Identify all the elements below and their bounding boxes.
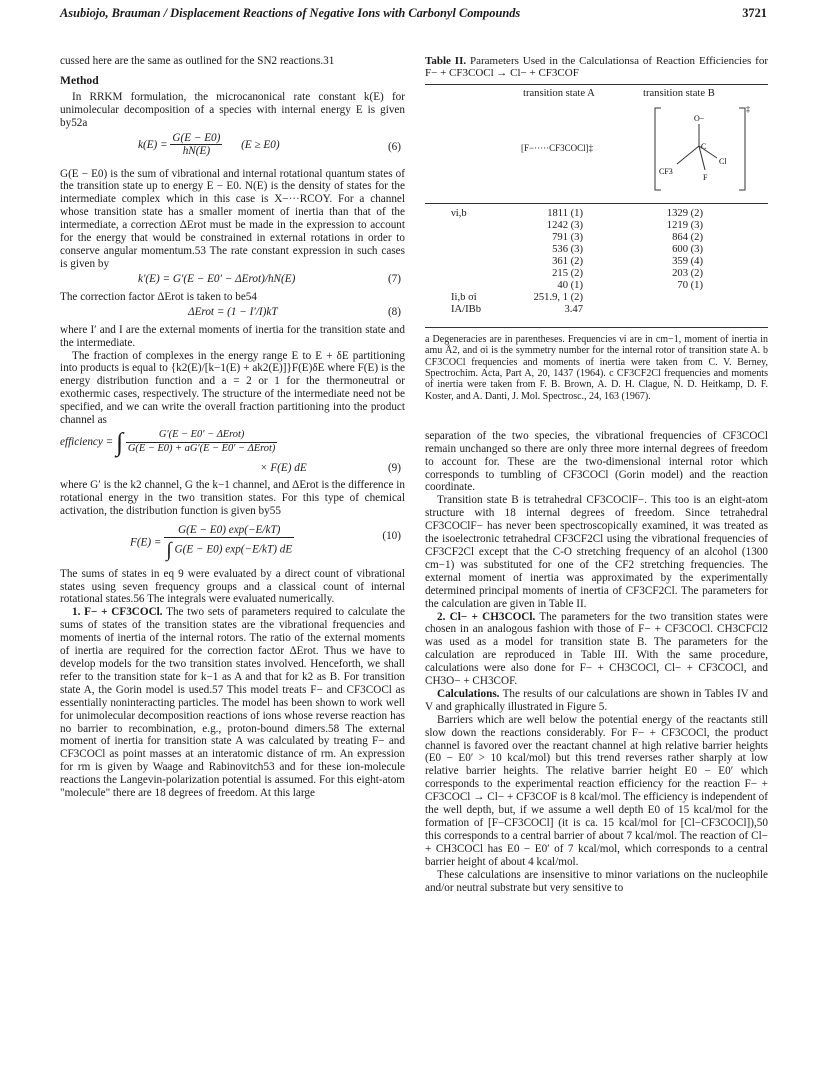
equation-7 [60, 273, 405, 289]
right-paragraph-1: separation of the two species, the vibrational frequencies of CF3COCl remain unchanged so there are only three more internal degrees of freedom to account for. These are the two-dimensional internal rotor which corresponds to tumbling of CF3COCl (Gorin model) and the reaction coordinate. [425, 429, 768, 494]
intro-paragraph: cussed here are the same as outlined for the SN2 reactions.31 [60, 55, 335, 67]
subsection-1-text: The two sets of parameters required to calculate the sums of states of the transition states are the vibrational frequencies and moments of inertia of the internal rotors. The ratio of the external moments of inertia are required for the correction factor ΔErot. Thus we have to develop models for the two transition states involved. Henceforth, we shall refer to the transition state for k−1 as A and that for k2 as B. For transition state A, the Gorin model is used.57 This model treats F− and CF3COCl as essentially noninteracting particles. The model has been shown to work well for unimolecular decomposition reactions of ions whose reverse reaction has no barrier to recombination, e.g., proton-bound dimers.58 The external moment of inertia for transition state A was calculated by treating F− and CF3COCl as point masses at an interatomic distance of rm. An expression for rm is given by Waage and Rabinovitch53 and for these ion-molecule reactions the Langevin-polarization potential is assumed. For this eight-atom "molecule" there are 18 degrees of freedom. At this large [60, 606, 406, 800]
eq10-denominator-wrap [164, 538, 294, 562]
eq6-denominator: hN(E) [182, 145, 211, 158]
eq6-tag: (6) [387, 140, 401, 153]
column-header-b: transition state B [643, 87, 715, 99]
table-cell-b: 203 (2) [672, 267, 703, 279]
equation-8 [60, 306, 405, 322]
table-cell-a: 536 (3) [552, 243, 583, 255]
method-paragraph-7: The sums of states in eq 9 were evaluated by a direct count of vibrational states using seven frequency groups and a classical count of internal rotational states.56 The integrals were evaluated numerically. [60, 567, 405, 606]
right-paragraph-3 [425, 611, 768, 688]
calculations-text: The results of our calculations are shown in Tables IV and V and graphically illustrated in Figure 5. [425, 687, 768, 713]
table-cell-b: 600 (3) [672, 243, 703, 255]
eq8-tag: (8) [387, 305, 401, 318]
atom-label: Cl [719, 156, 727, 166]
method-paragraph-3: The correction factor ΔErot is taken to be54 [60, 290, 257, 303]
table-cell-a: 40 (1) [557, 279, 583, 291]
table-row-label: νi,b [451, 207, 467, 219]
equation-6 [60, 132, 405, 166]
eq9-lhs: efficiency = [60, 435, 114, 448]
method-heading: Method [60, 73, 99, 87]
table-cell-a: 3.47 [564, 303, 583, 315]
atom-label: F [703, 172, 708, 182]
table-cell-a: 1242 (3) [546, 219, 583, 231]
table-cell-b: 70 (1) [677, 279, 703, 291]
table-top-rule [425, 84, 768, 85]
table-title: Table II. [425, 55, 467, 67]
eq8-body: ΔErot = (1 − I′/I)kT [188, 305, 278, 318]
running-title: Asubiojo, Brauman / Displacement Reactions of Negative Ions with Carbonyl Compounds [60, 6, 521, 20]
equation-10 [60, 524, 405, 566]
subsection-2-heading: 2. Cl− + CH3COCl. [437, 610, 536, 623]
method-paragraph-1: In RRKM formulation, the microcanonical rate constant k(E) for unimolecular decomposition of a species with internal energy E is given by52a [60, 90, 405, 129]
table-cell-a: 215 (2) [552, 267, 583, 279]
calculations-heading: Calculations. [437, 687, 500, 700]
table-cell-b: 1219 (3) [666, 219, 703, 231]
method-paragraph-6: where G′ is the k2 channel, G the k−1 channel, and ΔErot is the difference in rotational energy in the two transition states. For this type of chemical activation, the distribution function is given by55 [60, 478, 405, 517]
table-cell-a: 791 (3) [552, 231, 583, 243]
table-cell-a: 251.9, 1 (2) [533, 291, 583, 303]
eq7-tag: (7) [387, 272, 401, 285]
table-cell-a: 1811 (1) [547, 207, 583, 219]
eq9-numerator: G′(E − E0′ − ΔErot) [126, 429, 277, 443]
table-cell-b: 864 (2) [672, 231, 703, 243]
eq6-condition: (E ≥ E0) [241, 138, 280, 151]
integral-sign: ∫ [116, 427, 124, 457]
eq10-numerator: G(E − E0) exp(−E/kT) [164, 524, 294, 538]
eq10-lhs: F(E) = [130, 536, 162, 549]
left-column [60, 55, 405, 800]
eq9-tag: (9) [387, 461, 401, 474]
equation-9 [60, 429, 405, 477]
eq10-tag: (10) [382, 529, 401, 542]
table-cell-b: 1329 (2) [666, 207, 703, 219]
running-header [60, 6, 767, 24]
subsection-1-heading: 1. F− + CF3COCl. [72, 606, 163, 619]
right-column [425, 55, 768, 894]
table-cell-a: 361 (2) [552, 255, 583, 267]
eq10-fraction [164, 524, 294, 562]
table-caption [425, 55, 768, 80]
eq6-fraction [170, 132, 222, 159]
right-paragraph-2: Transition state B is tetrahedral CF3COClF−. This too is an eight-atom structure with 18 internal degrees of freedom. Since tetrahedral CF3COClF− has never been spectroscopically examined, it was treated as the isoelectronic tetrahedral CF3CF2Cl using the vibrational frequencies of CF3CF2Cl except that the C-O stretching frequency of an alcohol (1300 cm−1) was substituted for one of the CF2 stretching frequencies. The external moment of inertia was approximated by the experimentally determined principal moments of inertia of CF3CF2Cl. The parameters for the calculation are given in Table II. [425, 494, 768, 610]
table-mid-rule [425, 203, 768, 204]
eq9-denominator: G(E − E0) + aG′(E − E0′ − ΔErot) [127, 442, 276, 454]
eq6-numerator: G(E − E0) [172, 131, 221, 144]
right-paragraph-4 [425, 688, 768, 714]
column-header-a: transition state A [523, 87, 595, 99]
table-cell-b: 359 (4) [672, 255, 703, 267]
right-paragraph-6: These calculations are insensitive to minor variations on the nucleophile and/or neutral substrate but very sensitive to [425, 868, 768, 894]
atom-label: CF3 [659, 166, 673, 176]
eq9-fraction [126, 429, 277, 456]
subsection-2-text: The parameters for the two transition states were chosen in an analogous fashion with those of F− + CF3COCl. CH3CFCl2 was used as a model for transition state B. The parameters for the calculation are reproduced in Table III. With the same procedure, calculations were also done for F− + CH3COCl, Cl− + CF3COCl, and CH3O− + CH3COF. [425, 610, 768, 688]
structure-a: [F−·····CF3COCl]‡ [521, 142, 594, 153]
page-number: 3721 [742, 6, 767, 20]
method-paragraph-5: The fraction of complexes in the energy range E to E + δE partitioning into products is equal to {k2(E)/[k−1(E) + ak2(E)]}F(E)δE where F(E) is the energy distribution function and a = 2 or 1 for the thermoneutral or exothermic cases, respectively. The structure of the intermediate need not be specified, and we can write the overall fraction partitioning into the product channel as [60, 349, 405, 427]
table-row-label: IA/IBb [451, 303, 482, 315]
structure-b-diagram [653, 102, 753, 194]
table-bottom-rule [425, 327, 768, 328]
right-paragraph-5: Barriers which are well below the potential energy of the reactants still slow down the reactions considerably. For F− + CF3COCl, the product channel is favored over the reactant channel at high relative barrier heights (E0 − E0′ > 10 kcal/mol) but this trend reverses rather sharply at low relative barrier heights. The relative barrier height E0 − E0′ which corresponds to the experimental reaction efficiency for the reaction F− + CF3COCl → Cl− + CF3COF is 8 kcal/mol. The efficiency is independent of the well depth, but, if we assume a well depth E0 of 15 kcal/mol for the formation of [F−CF3COCl] (it is ca. 15 kcal/mol for [Cl−CF3COCl]),50 this corresponds to a central barrier of about 7 kcal/mol. The reaction of Cl− + CH3COCl has E0 − E0′ of 7 kcal/mol, which corresponds to a central barrier height of about 4 kcal/mol. [425, 713, 768, 868]
integral-sign: ∫ [166, 538, 172, 561]
table-footnote: a Degeneracies are in parentheses. Frequencies νi are in cm−1, moment of inertia in amu Å2, and σi is the symmetry number for the internal rotor of transition state A. b CF3COCl frequencies and moments of inertia were taken from C. V. Berney, Spectrochim. Acta, Part A, 20, 1437 (1964). c CF3CF2Cl frequencies and moments of inertia were taken from F. B. Brown, A. D. H. Clague, N. D. Heitkamp, D. F. Koster, and A. Danti, J. Mol. Spectrosc., 24, 163 (1967). [425, 333, 768, 402]
eq10-denominator: G(E − E0) exp(−E/kT) dE [174, 543, 293, 556]
eq9-tail: × F(E) dE [260, 461, 307, 474]
method-paragraph-8 [60, 606, 405, 800]
table-2 [425, 80, 768, 412]
atom-label: O− [694, 113, 705, 123]
right-body [425, 430, 768, 895]
table-row-label: Ii,b σi [451, 291, 477, 303]
table-caption-text: Parameters Used in the Calculationsa of Reaction Efficiencies for F− + CF3COCl → Cl− + CF3COF [425, 55, 769, 80]
eq6-lhs: k(E) = [138, 138, 168, 151]
method-paragraph-2: G(E − E0) is the sum of vibrational and internal rotational quantum states of the transition state up to energy E − E0. N(E) is the density of states for the intermediate complex which in this case is X−···RCOY. For a channel whose transition state has a smaller moment of inertia than that of the intermediate, a correction ΔErot must be made in the expression to account for the energy that would be constrained in external rotations in order to conserve angular momentum.53 The rate constant expression in such cases is given by [60, 167, 405, 270]
method-paragraph-4: where I′ and I are the external moments of inertia for the transition state and the intermediate. [60, 323, 405, 349]
atom-label: C [701, 141, 707, 151]
eq7-body: k′(E) = G′(E − E0′ − ΔErot)/hN(E) [138, 272, 296, 285]
atom-label: ‡ [746, 104, 750, 114]
